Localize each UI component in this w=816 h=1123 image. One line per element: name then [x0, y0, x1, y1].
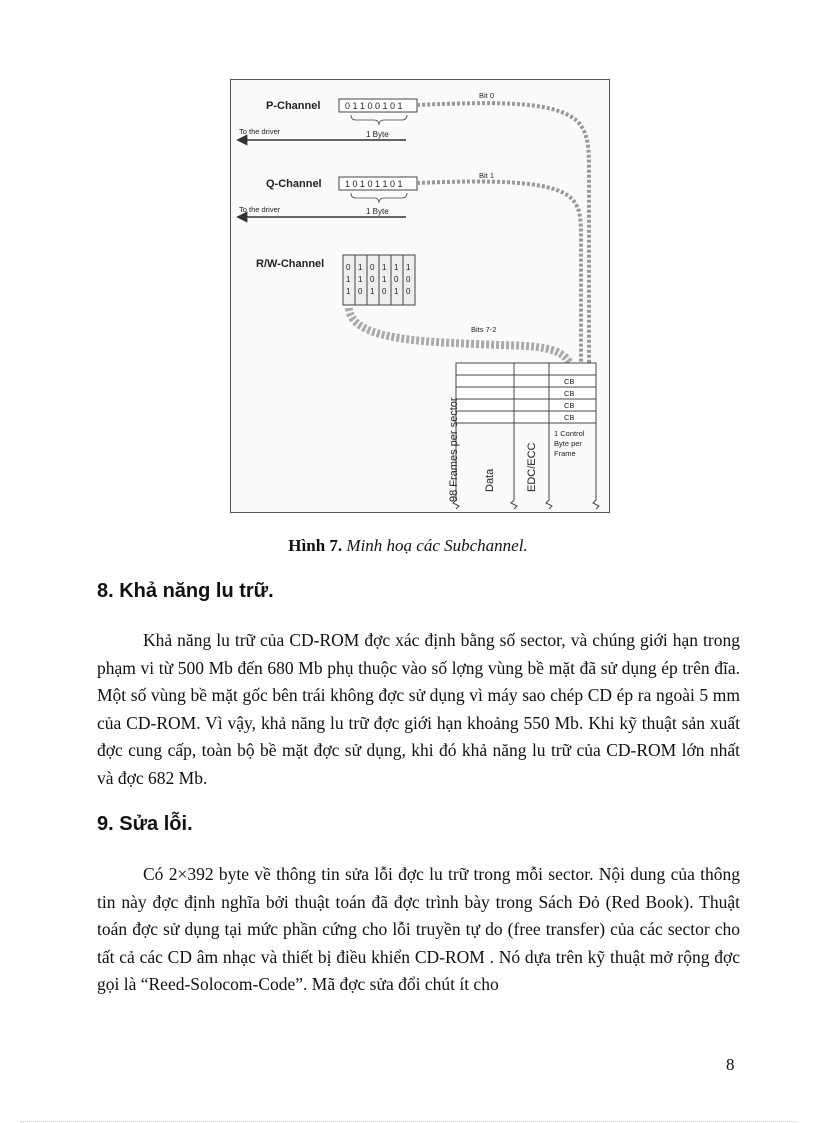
- subchannel-diagram: [231, 80, 609, 512]
- page-number: 8: [726, 1055, 735, 1074]
- bits72-label: Bits 7-2: [471, 325, 497, 334]
- svg-text:1: 1: [394, 287, 399, 296]
- svg-text:CB: CB: [564, 389, 575, 398]
- svg-text:0: 0: [358, 287, 363, 296]
- caption-label: Hình 7.: [288, 536, 343, 555]
- svg-text:1: 1: [394, 263, 399, 272]
- footer-divider: [20, 1121, 796, 1122]
- p-to-driver: To the driver: [239, 127, 281, 136]
- q-brace: [351, 193, 407, 203]
- svg-text:Frame: Frame: [554, 449, 576, 458]
- rw-cable: [349, 308, 573, 370]
- bit1-label: Bit 1: [479, 171, 495, 180]
- data-label: Data: [484, 468, 496, 492]
- svg-text:1: 1: [358, 263, 363, 272]
- rw-columns: [343, 255, 415, 305]
- svg-text:1: 1: [382, 275, 387, 284]
- p-cable: [417, 103, 589, 370]
- section8-paragraph: [97, 627, 740, 792]
- q-one-byte: 1 Byte: [366, 207, 389, 216]
- svg-text:0: 0: [394, 275, 399, 284]
- svg-text:1: 1: [406, 263, 411, 272]
- svg-text:1: 1: [346, 287, 351, 296]
- svg-text:CB: CB: [564, 401, 575, 410]
- rw-channel-label: R/W-Channel: [256, 258, 325, 270]
- q-bits: 1 0 1 0 1 1 0 1: [345, 179, 403, 189]
- section8-heading: 8. Khả năng lu trữ.: [97, 580, 274, 602]
- svg-text:CB: CB: [564, 377, 575, 386]
- bit0-label: Bit 0: [479, 91, 495, 100]
- caption-text: Minh hoạ các Subchannel.: [346, 536, 528, 555]
- svg-text:1: 1: [382, 263, 387, 272]
- svg-text:0: 0: [382, 287, 387, 296]
- frames-label: 98 Frames per sector: [448, 397, 460, 502]
- edc-label: EDC/ECC: [526, 442, 538, 492]
- svg-text:0: 0: [406, 275, 411, 284]
- svg-text:1: 1: [358, 275, 363, 284]
- section9-text: Có 2×392 byte về thông tin sửa lỗi đợc lu trữ trong mỗi sector. Nội dung của thông tin này đợc định nghĩa bởi thuật toán đã đợc trình bày trong Sách Đỏ (Red Book). Thuật toán đợc sử dụng tại mức phần cứng cho lỗi truyền tự do (free transfer) của các sector cho tất cả các CD âm nhạc và thiết bị điều khiển CD-ROM . Nó dựa trên kỹ thuật mở rộng đợc gọi là “Reed-Solocom-Code”. Mã đợc sửa đổi chút ít cho: [97, 864, 740, 994]
- p-bits: 0 1 1 0 0 1 0 1: [345, 101, 403, 111]
- svg-text:CB: CB: [564, 413, 575, 422]
- svg-text:1: 1: [346, 275, 351, 284]
- section8-text: Khả năng lu trữ của CD-ROM đợc xác định bằng số sector, và chúng giới hạn trong phạm vi từ 500 Mb đến 680 Mb phụ thuộc vào số lợng vùng bề mặt đã sử dụng ép trên đĩa. Một số vùng bề mặt gốc bên trái không đợc sử dụng vì máy sao chép CD ép ra ngoài 5 mm của CD-ROM. Vì vậy, khả năng lu trữ đợc giới hạn khoảng 550 Mb. Khi kỹ thuật sản xuất đợc cung cấp, toàn bộ bề mặt đợc sử dụng, khi đó khả năng lu trữ của CD-ROM lớn nhất và đợc 682 Mb.: [97, 630, 740, 788]
- svg-text:1 Control: 1 Control: [554, 429, 585, 438]
- svg-text:Byte per: Byte per: [554, 439, 582, 448]
- p-brace: [351, 115, 407, 125]
- p-one-byte: 1 Byte: [366, 130, 389, 139]
- p-channel-label: P-Channel: [266, 100, 321, 112]
- q-channel-label: Q-Channel: [266, 178, 322, 190]
- svg-text:0: 0: [346, 263, 351, 272]
- svg-text:0: 0: [370, 275, 375, 284]
- svg-text:0: 0: [370, 263, 375, 272]
- subchannel-figure: [230, 79, 610, 513]
- section9-heading: 9. Sửa lỗi.: [97, 813, 193, 835]
- svg-text:0: 0: [406, 287, 411, 296]
- figure-caption: [0, 536, 816, 556]
- section9-paragraph: [97, 861, 740, 999]
- svg-text:1: 1: [370, 287, 375, 296]
- q-to-driver: To the driver: [239, 205, 281, 214]
